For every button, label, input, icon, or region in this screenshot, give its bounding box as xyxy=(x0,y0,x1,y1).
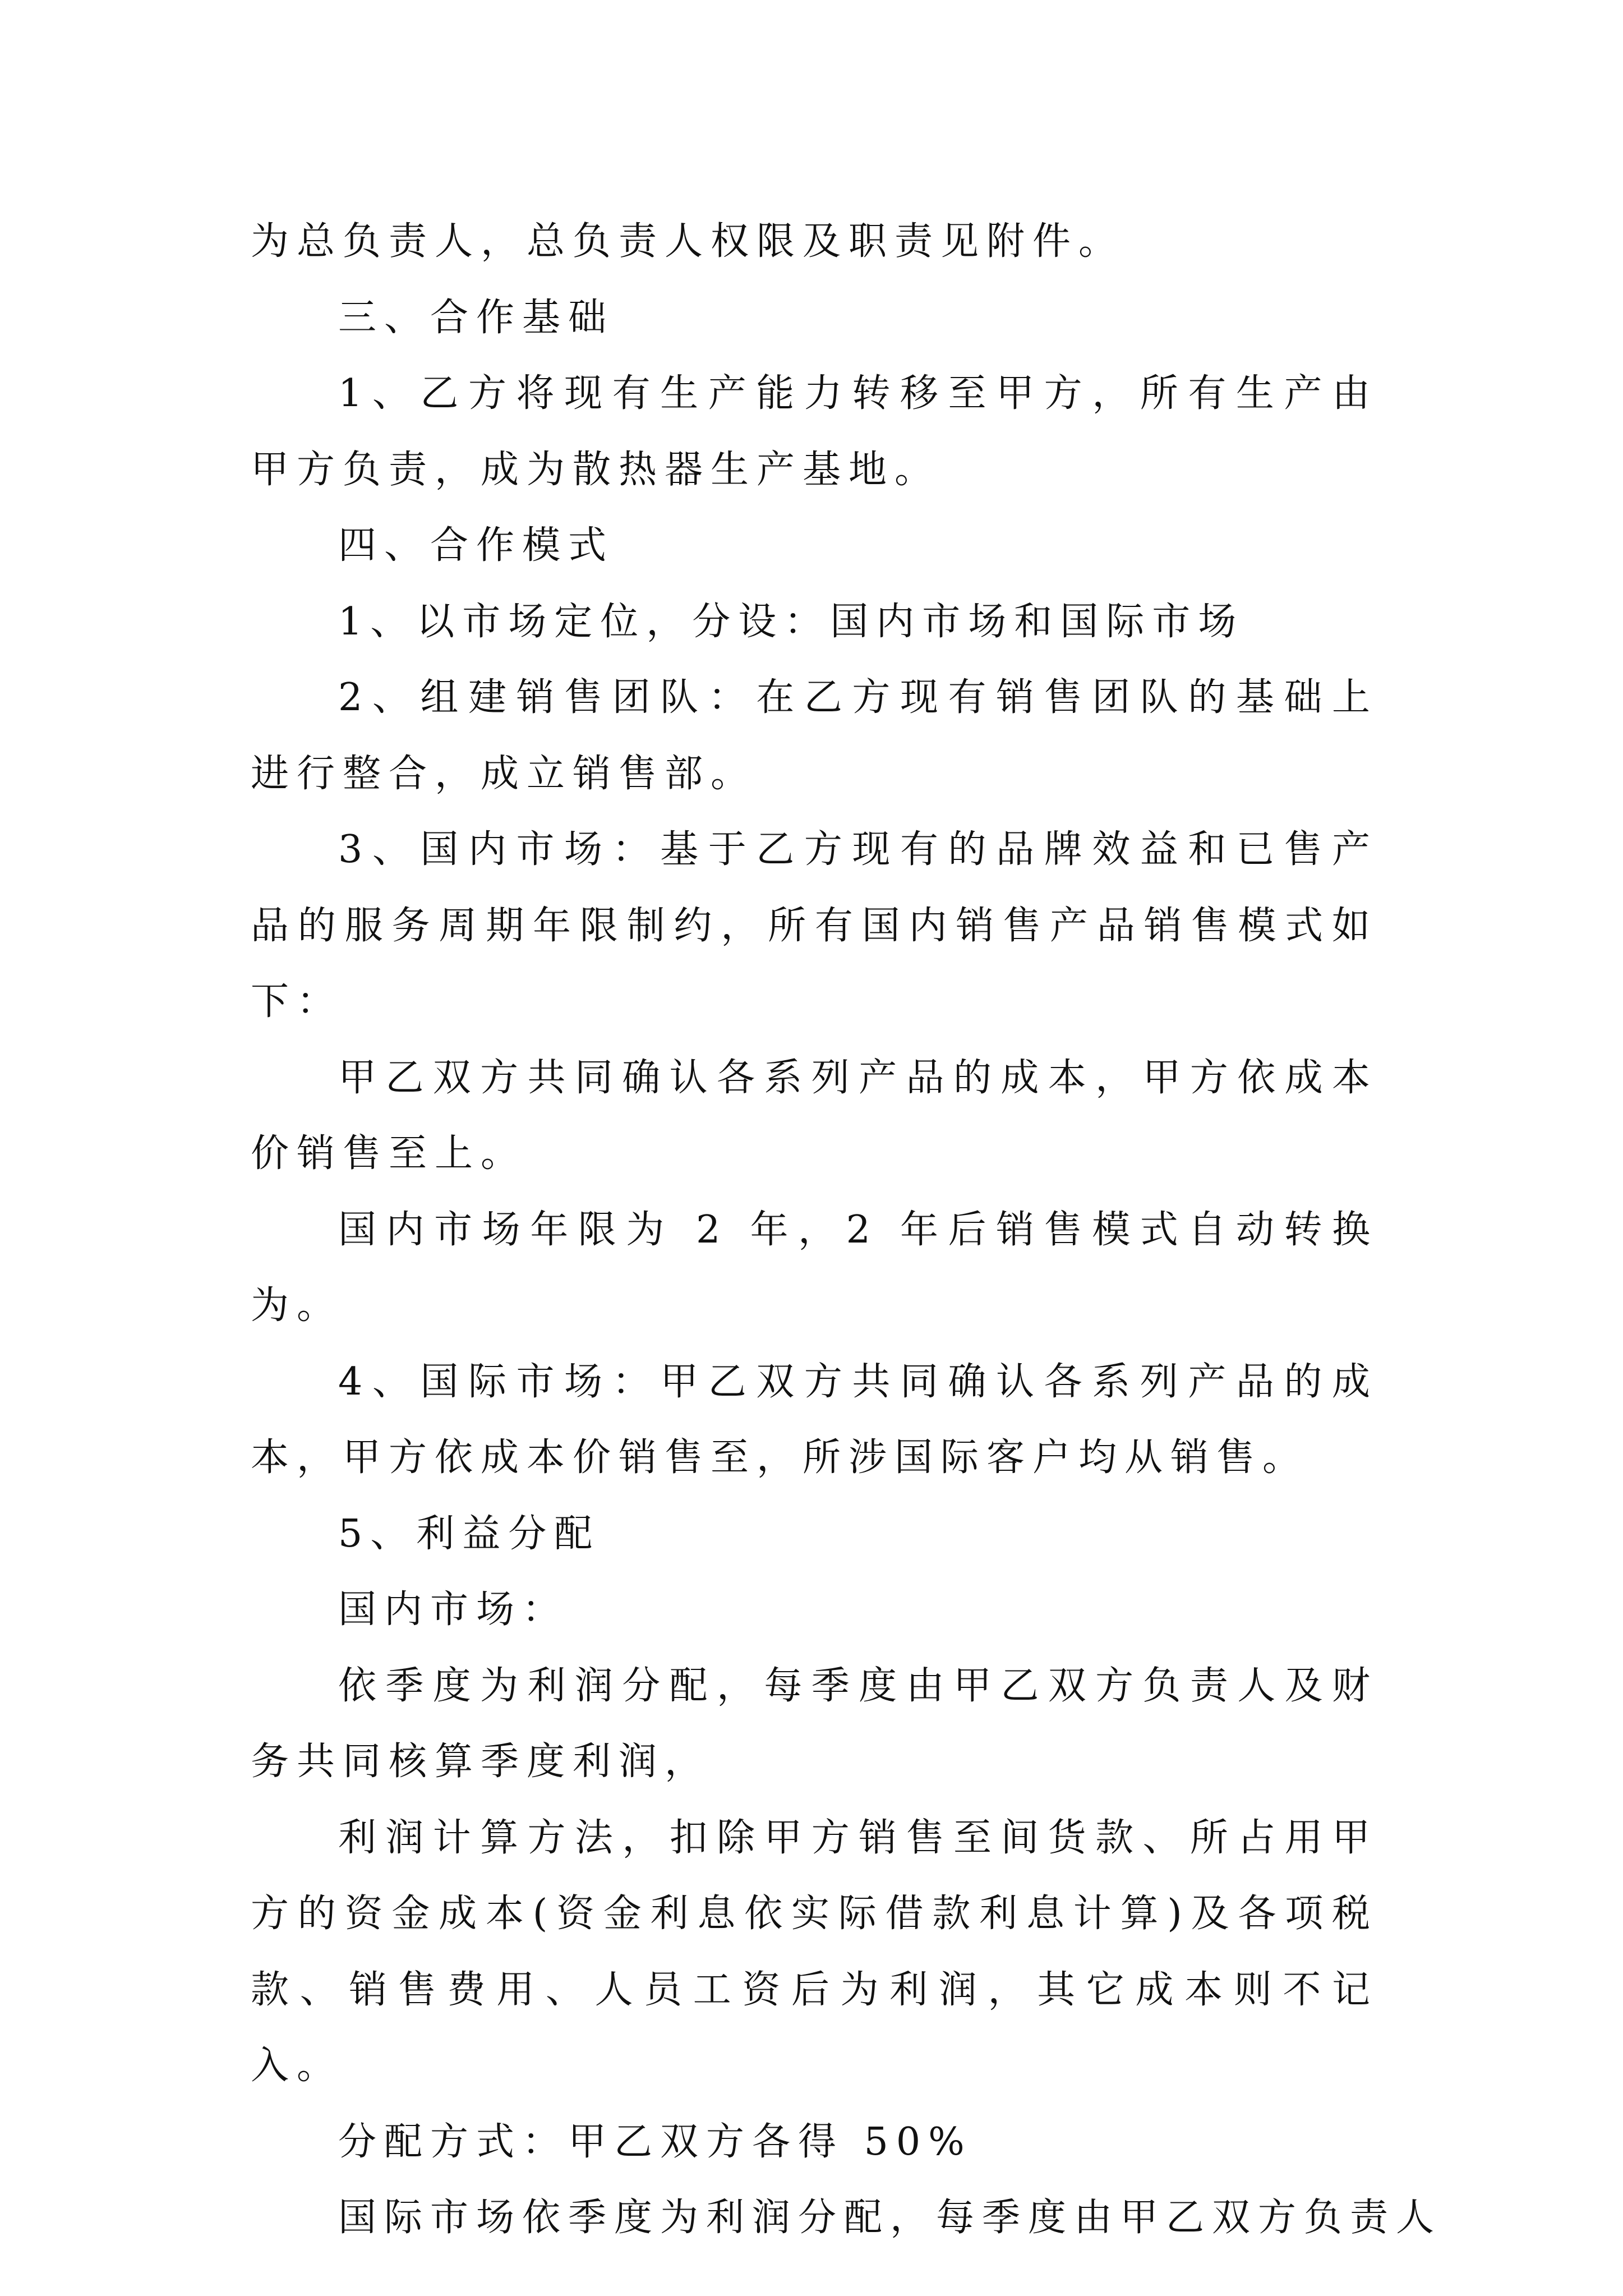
paragraph-7: 3、国内市场：基于乙方现有的品牌效益和已售产品的服务周期年限制约，所有国内销售产品销售模式如下： xyxy=(251,827,1378,1024)
heading-cooperation-basis: 三、合作基础 xyxy=(338,295,615,340)
paragraph-8: 甲乙双方共同确认各系列产品的成本，甲方依成本价销售至上。 xyxy=(251,1055,1378,1176)
paragraph-15: 分配方式：甲乙双方各得 50% xyxy=(338,2119,972,2164)
paragraph-13: 依季度为利润分配，每季度由甲乙双方负责人及财务共同核算季度利润， xyxy=(251,1663,1378,1784)
paragraph-1: 为总负责人，总负责人权限及职责见附件。 xyxy=(251,219,1125,264)
paragraph-6: 2、组建销售团队：在乙方现有销售团队的基础上进行整合，成立销售部。 xyxy=(251,675,1378,796)
paragraph-5: 1、以市场定位，分设：国内市场和国际市场 xyxy=(338,599,1244,644)
heading-profit-distribution: 5、利益分配 xyxy=(338,1511,601,1556)
document-body xyxy=(251,204,1442,2256)
heading-cooperation-mode: 四、合作模式 xyxy=(338,523,615,568)
paragraph-10: 4、国际市场：甲乙双方共同确认各系列产品的成本，甲方依成本价销售至，所涉国际客户均从销售。 xyxy=(251,1359,1378,1480)
paragraph-14: 利润计算方法，扣除甲方销售至间货款、所占用甲方的资金成本(资金利息依实际借款利息计算)及各项税款、销售费用、人员工资后为利润，其它成本则不记入。 xyxy=(251,1815,1378,2088)
paragraph-3: 1、乙方将现有生产能力转移至甲方，所有生产由甲方负责，成为散热器生产基地。 xyxy=(251,371,1378,492)
paragraph-12: 国内市场： xyxy=(338,1588,569,1632)
paragraph-9: 国内市场年限为 2 年，2 年后销售模式自动转换为。 xyxy=(251,1207,1378,1328)
paragraph-16: 国际市场依季度为利润分配，每季度由甲乙双方负责人 xyxy=(338,2196,1442,2240)
